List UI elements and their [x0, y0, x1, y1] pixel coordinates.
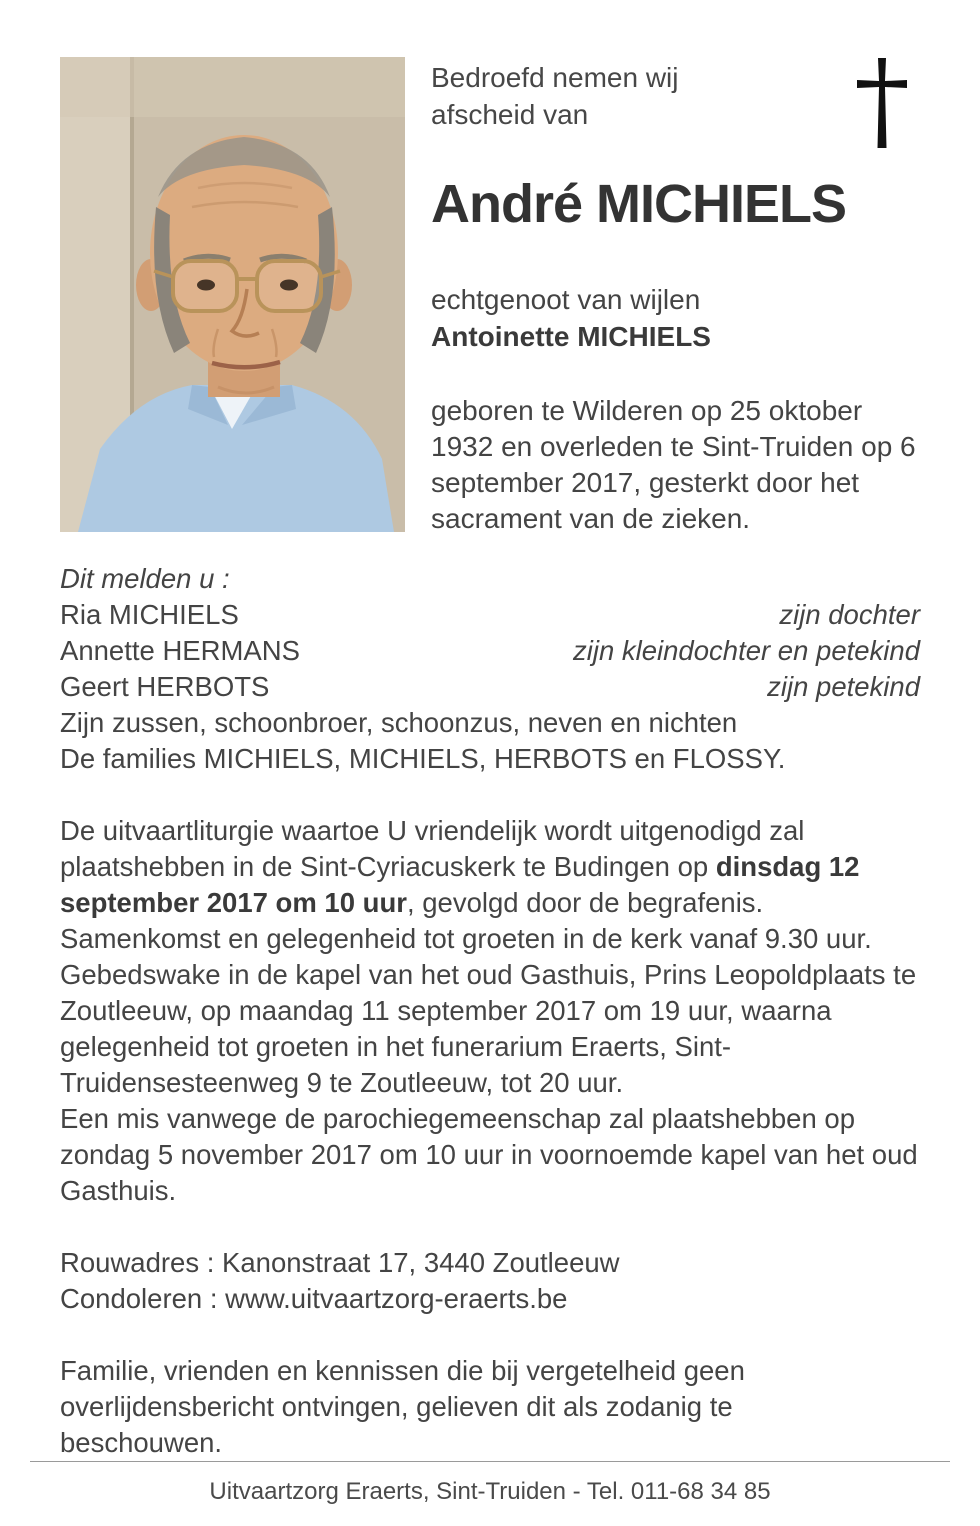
contact-block — [60, 1245, 920, 1317]
service-p1-part2: , gevolgd door de begrafenis. Samenkomst en gelegenheid tot groeten in de kerk vanaf 9.30 uur. — [60, 887, 872, 954]
intro-line-1: Bedroefd nemen wij — [431, 62, 679, 93]
intro-line-2: afscheid van — [431, 99, 589, 130]
relative-name: Geert HERBOTS — [60, 671, 270, 702]
header-column — [431, 57, 920, 537]
relative-row — [60, 597, 920, 633]
service-date-highlight: dinsdag 12 september 2017 om 10 uur — [60, 851, 860, 918]
top-section — [60, 57, 920, 537]
footer — [60, 1461, 920, 1526]
relative-row — [60, 669, 920, 705]
spouse-name: Antoinette MICHIELS — [431, 321, 711, 352]
service-paragraph-2: Gebedswake in de kapel van het oud Gasthuis, Prins Leopoldplaats te Zoutleeuw, op maandag 11 september 2017 om 19 uur, waarna gelegenheid tot groeten in het funerarium Eraerts, Sint-Truidensesteenweg 9 te Zoutleeuw, tot 20 uur. — [60, 959, 917, 1098]
spouse-block — [431, 281, 920, 355]
service-paragraph-3: Een mis vanwege de parochiegemeenschap zal plaatshebben op zondag 5 november 2017 om 10 uur in voornoemde kapel van het oud Gasthuis. — [60, 1103, 918, 1206]
closing-paragraph: Familie, vrienden en kennissen die bij vergetelheid geen overlijdensbericht ontvingen, gelieven dit als zodanig te beschouwen. — [60, 1355, 745, 1458]
service-paragraph-1 — [60, 813, 920, 957]
portrait-photo-illustration — [60, 57, 405, 532]
intro-text — [431, 59, 920, 133]
family-line-2: De families MICHIELS, MICHIELS, HERBOTS en FLOSSY. — [60, 743, 786, 774]
deceased-name: André MICHIELS — [431, 174, 847, 234]
latin-cross-icon — [854, 57, 910, 154]
relative-name: Annette HERMANS — [60, 635, 300, 666]
announcement-block — [60, 561, 920, 777]
life-dates: geboren te Wilderen op 25 oktober 1932 en overleden te Sint-Truiden op 6 september 2017, gesterkt door het sacrament van de zieken. — [431, 395, 916, 534]
portrait-photo — [60, 57, 405, 532]
announcement-lead: Dit melden u : — [60, 563, 230, 594]
mourning-address: Rouwadres : Kanonstraat 17, 3440 Zoutleeuw — [60, 1247, 620, 1278]
service-p1-part1: De uitvaartliturgie waartoe U vriendelijk wordt uitgenodigd zal plaatshebben in de Sint-Cyriacuskerk te Budingen op — [60, 815, 805, 882]
relative-relation: zijn kleindochter en petekind — [572, 635, 920, 666]
condolence-line: Condoleren : www.uitvaartzorg-eraerts.be — [60, 1283, 568, 1314]
service-block — [60, 813, 920, 1209]
spouse-line-1: echtgenoot van wijlen — [431, 284, 701, 315]
relative-row — [60, 633, 920, 669]
relative-relation: zijn petekind — [767, 671, 920, 702]
relative-relation: zijn dochter — [779, 599, 920, 630]
relative-name: Ria MICHIELS — [60, 599, 239, 630]
footer-text: Uitvaartzorg Eraerts, Sint-Truiden - Tel. 011-68 34 85 — [209, 1478, 771, 1505]
family-line-1: Zijn zussen, schoonbroer, schoonzus, neven en nichten — [60, 707, 738, 738]
